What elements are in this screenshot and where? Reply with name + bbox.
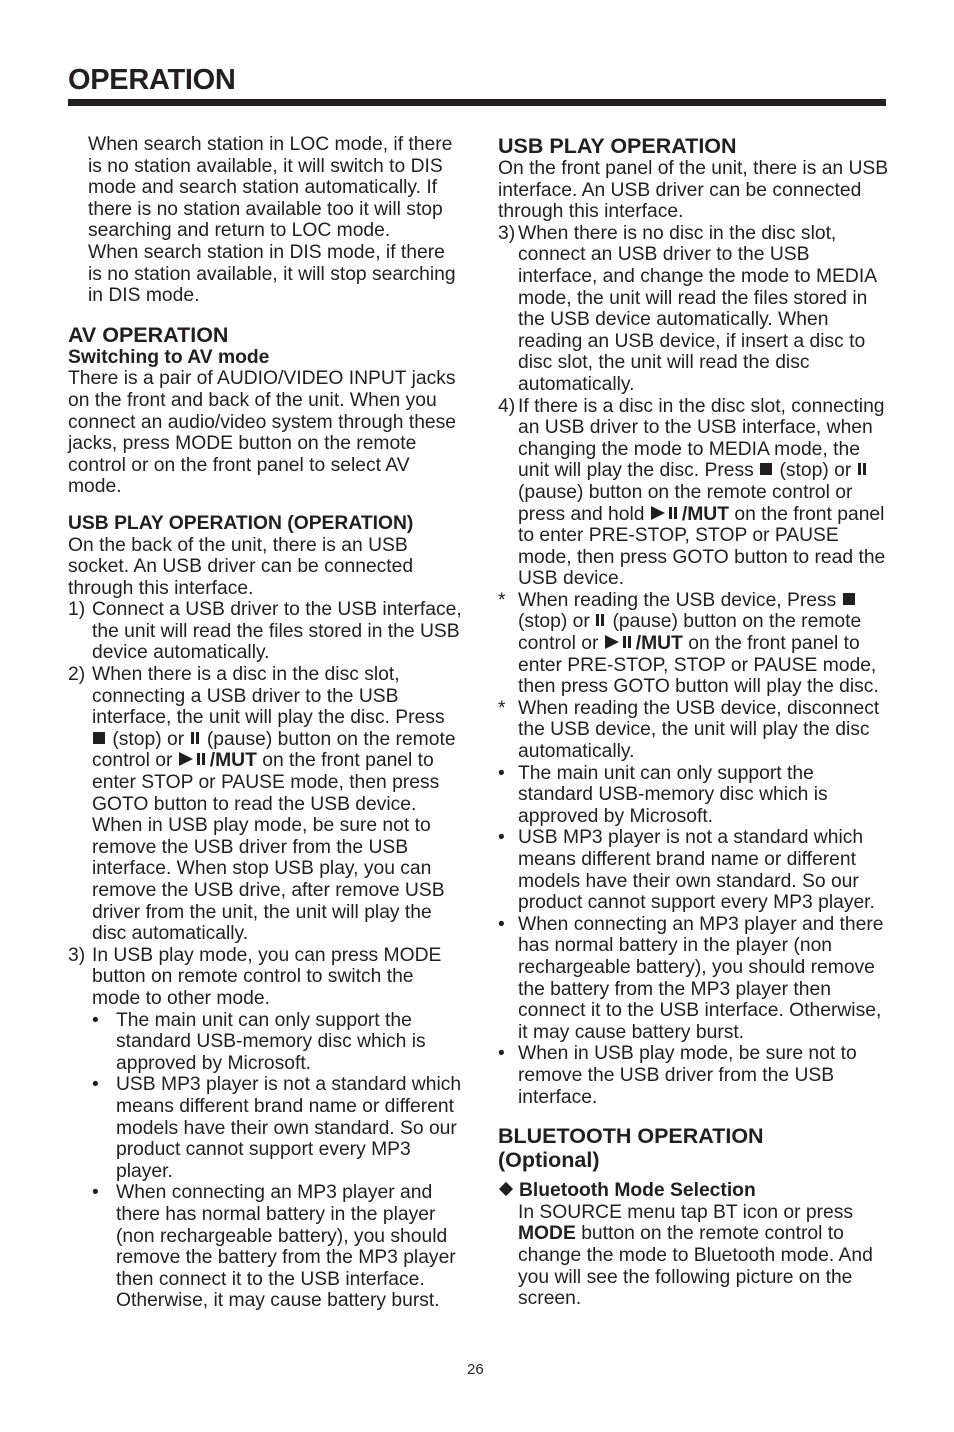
list-item (68, 664, 463, 945)
play-pause-icon (605, 635, 635, 649)
bullet-item (68, 1074, 463, 1182)
bluetooth-optional-label: (Optional) (498, 1148, 600, 1173)
list-item (68, 599, 463, 664)
stop-icon (93, 732, 105, 744)
stop-icon (843, 593, 855, 605)
bullet-text: When connecting an MP3 player and there has normal battery in the player (non rechargeable battery), you should remove the battery from the MP3 player then connect it to the USB interface. Otherwise, it may cause battery burst. (116, 1182, 456, 1312)
item-text: Connect a USB driver to the USB interface, the unit will read the files stored in the USB device automatically. (92, 599, 462, 664)
bullet-item (68, 1010, 463, 1075)
pause-icon (191, 732, 200, 744)
bluetooth-mode-body (498, 1202, 890, 1310)
dis-mode-paragraph: When search station in DIS mode, if there is no station available, it will stop searching in DIS mode. (88, 241, 456, 307)
bullet-marker: • (92, 1009, 99, 1031)
item-text: on the front panel to enter STOP or PAUSE mode, then press GOTO button to read the USB device. (92, 750, 440, 815)
item-text: When reading the USB device, disconnect the USB device, the unit will play the disc automatically. (518, 697, 880, 763)
bullet-marker: • (498, 1043, 505, 1065)
item-number: 4) (498, 395, 516, 417)
stop-icon (760, 463, 772, 475)
bullet-marker: • (92, 1182, 99, 1204)
item-text: If there is a disc in the disc slot, connecting an USB driver to the USB interface, when changing the mode to MEDIA mode, the unit will play the disc. Press (518, 395, 885, 482)
item-text: on the front panel to enter PRE-STOP, STOP or PAUSE mode, then press GOTO button will play the disc. (518, 633, 879, 698)
bluetooth-mode-title: Bluetooth Mode Selection (519, 1180, 756, 1202)
item-text: When there is no disc in the disc slot, connect an USB driver to the USB interface, and change the mode to MEDIA mode, the unit will read the files stored in the USB device automatically. When reading an USB device, if insert a disc to disc slot, the unit will read the disc automatically. (518, 222, 876, 395)
bullet-text: The main unit can only support the standard USB-memory disc which is approved by Microsoft. (518, 762, 828, 827)
list-item (68, 945, 463, 1010)
bluetooth-text: button on the remote control to change the mode to Bluetooth mode. And you will see the following picture on the screen. (518, 1223, 873, 1310)
item-text: When there is a disc in the disc slot, connecting a USB driver to the USB interface, the unit will play the disc. Press (92, 664, 445, 729)
note-item (498, 590, 890, 698)
bullet-item (498, 827, 890, 913)
item-text: (pause) button on the remote control or press and hold (518, 481, 853, 525)
asterisk-marker: * (498, 697, 506, 719)
av-switching-subheading: Switching to AV mode (68, 346, 270, 368)
list-item (498, 396, 890, 590)
bullet-item (498, 914, 890, 1044)
item-text: on the front panel to enter PRE-STOP, STOP or PAUSE mode, then press GOTO button to read the USB device. (518, 503, 886, 590)
pause-icon (596, 614, 605, 626)
usb-play-heading: USB PLAY OPERATION (498, 134, 737, 158)
item-text: (stop) or (779, 460, 852, 482)
play-pause-icon (179, 752, 209, 766)
item-note: When in USB play mode, be sure not to remove the USB driver from the USB interface. When stop USB play, you can remove the USB drive, after remove USB driver from the unit, the unit will play the disc automatically. (92, 815, 445, 945)
bullet-text: USB MP3 player is not a standard which means different brand name or different models have their own standard. So our product cannot support every MP3 player. (116, 1074, 462, 1182)
bluetooth-mode-subheading (498, 1180, 890, 1202)
bullet-marker: • (498, 762, 505, 784)
item-number: 3) (498, 222, 516, 244)
right-column (498, 134, 890, 1310)
title-rule (68, 99, 886, 106)
page-title: OPERATION (68, 64, 236, 96)
pause-icon (858, 463, 867, 475)
mut-button-label: /MUT (681, 503, 729, 525)
bullet-item (498, 1043, 890, 1108)
play-pause-icon (651, 506, 681, 520)
left-column (68, 134, 463, 1312)
usb-play-intro: On the front panel of the unit, there is an USB interface. An USB driver can be connected through this interface. (498, 158, 889, 223)
bluetooth-text: In SOURCE menu tap BT icon or press (518, 1201, 854, 1223)
bullet-text: When in USB play mode, be sure not to remove the USB driver from the USB interface. (518, 1043, 857, 1108)
usb-operation-heading: USB PLAY OPERATION (OPERATION) (68, 512, 414, 534)
bullet-marker: • (498, 913, 505, 935)
mut-button-label: /MUT (209, 750, 257, 772)
asterisk-marker: * (498, 589, 506, 611)
bluetooth-mode-section (498, 1180, 890, 1310)
bullet-item (68, 1182, 463, 1312)
mode-button-label: MODE (518, 1223, 576, 1245)
usb-operation-intro: On the back of the unit, there is an USB socket. An USB driver can be connected through this interface. (68, 534, 414, 599)
item-text: When reading the USB device, Press (518, 589, 837, 611)
bullet-marker: • (92, 1074, 99, 1096)
item-text: (pause) button on the remote control or (518, 611, 862, 655)
item-text: (stop) or (112, 728, 185, 750)
av-operation-heading: AV OPERATION (68, 322, 229, 347)
item-number: 2) (68, 664, 86, 686)
loc-mode-paragraph: When search station in LOC mode, if there is no station available, it will switch to DIS mode and search station automatically. If there is no station available too it will stop searching and return to LOC mode. (88, 134, 453, 242)
mut-button-label: /MUT (635, 633, 683, 655)
item-number: 3) (68, 944, 86, 966)
bullet-text: The main unit can only support the standard USB-memory disc which is approved by Microsoft. (116, 1009, 426, 1074)
item-text: In USB play mode, you can press MODE button on remote control to switch the mode to other mode. (92, 944, 442, 1009)
list-item (498, 223, 890, 396)
diamond-bullet-icon (499, 1182, 513, 1196)
bullet-text: When connecting an MP3 player and there has normal battery in the player (non rechargeable battery), you should remove the battery from the MP3 player then connect it to the USB interface. Otherwise, it may cause battery burst. (518, 913, 884, 1043)
note-item (498, 698, 890, 763)
item-text: (pause) button on the remote control or (92, 728, 456, 772)
av-operation-body: There is a pair of AUDIO/VIDEO INPUT jacks on the front and back of the unit. When you connect an audio/video system through these jacks, press MODE button on the remote control or on the front panel to select AV mode. (68, 368, 457, 498)
bluetooth-heading: BLUETOOTH OPERATION (498, 1124, 764, 1149)
bullet-text: USB MP3 player is not a standard which means different brand name or different models have their own standard. So our product cannot support every MP3 player. (518, 827, 875, 914)
item-number: 1) (68, 599, 86, 621)
bullet-item (498, 763, 890, 828)
page-number: 26 (467, 1361, 484, 1378)
bullet-marker: • (498, 827, 505, 849)
item-text: (stop) or (518, 611, 590, 633)
